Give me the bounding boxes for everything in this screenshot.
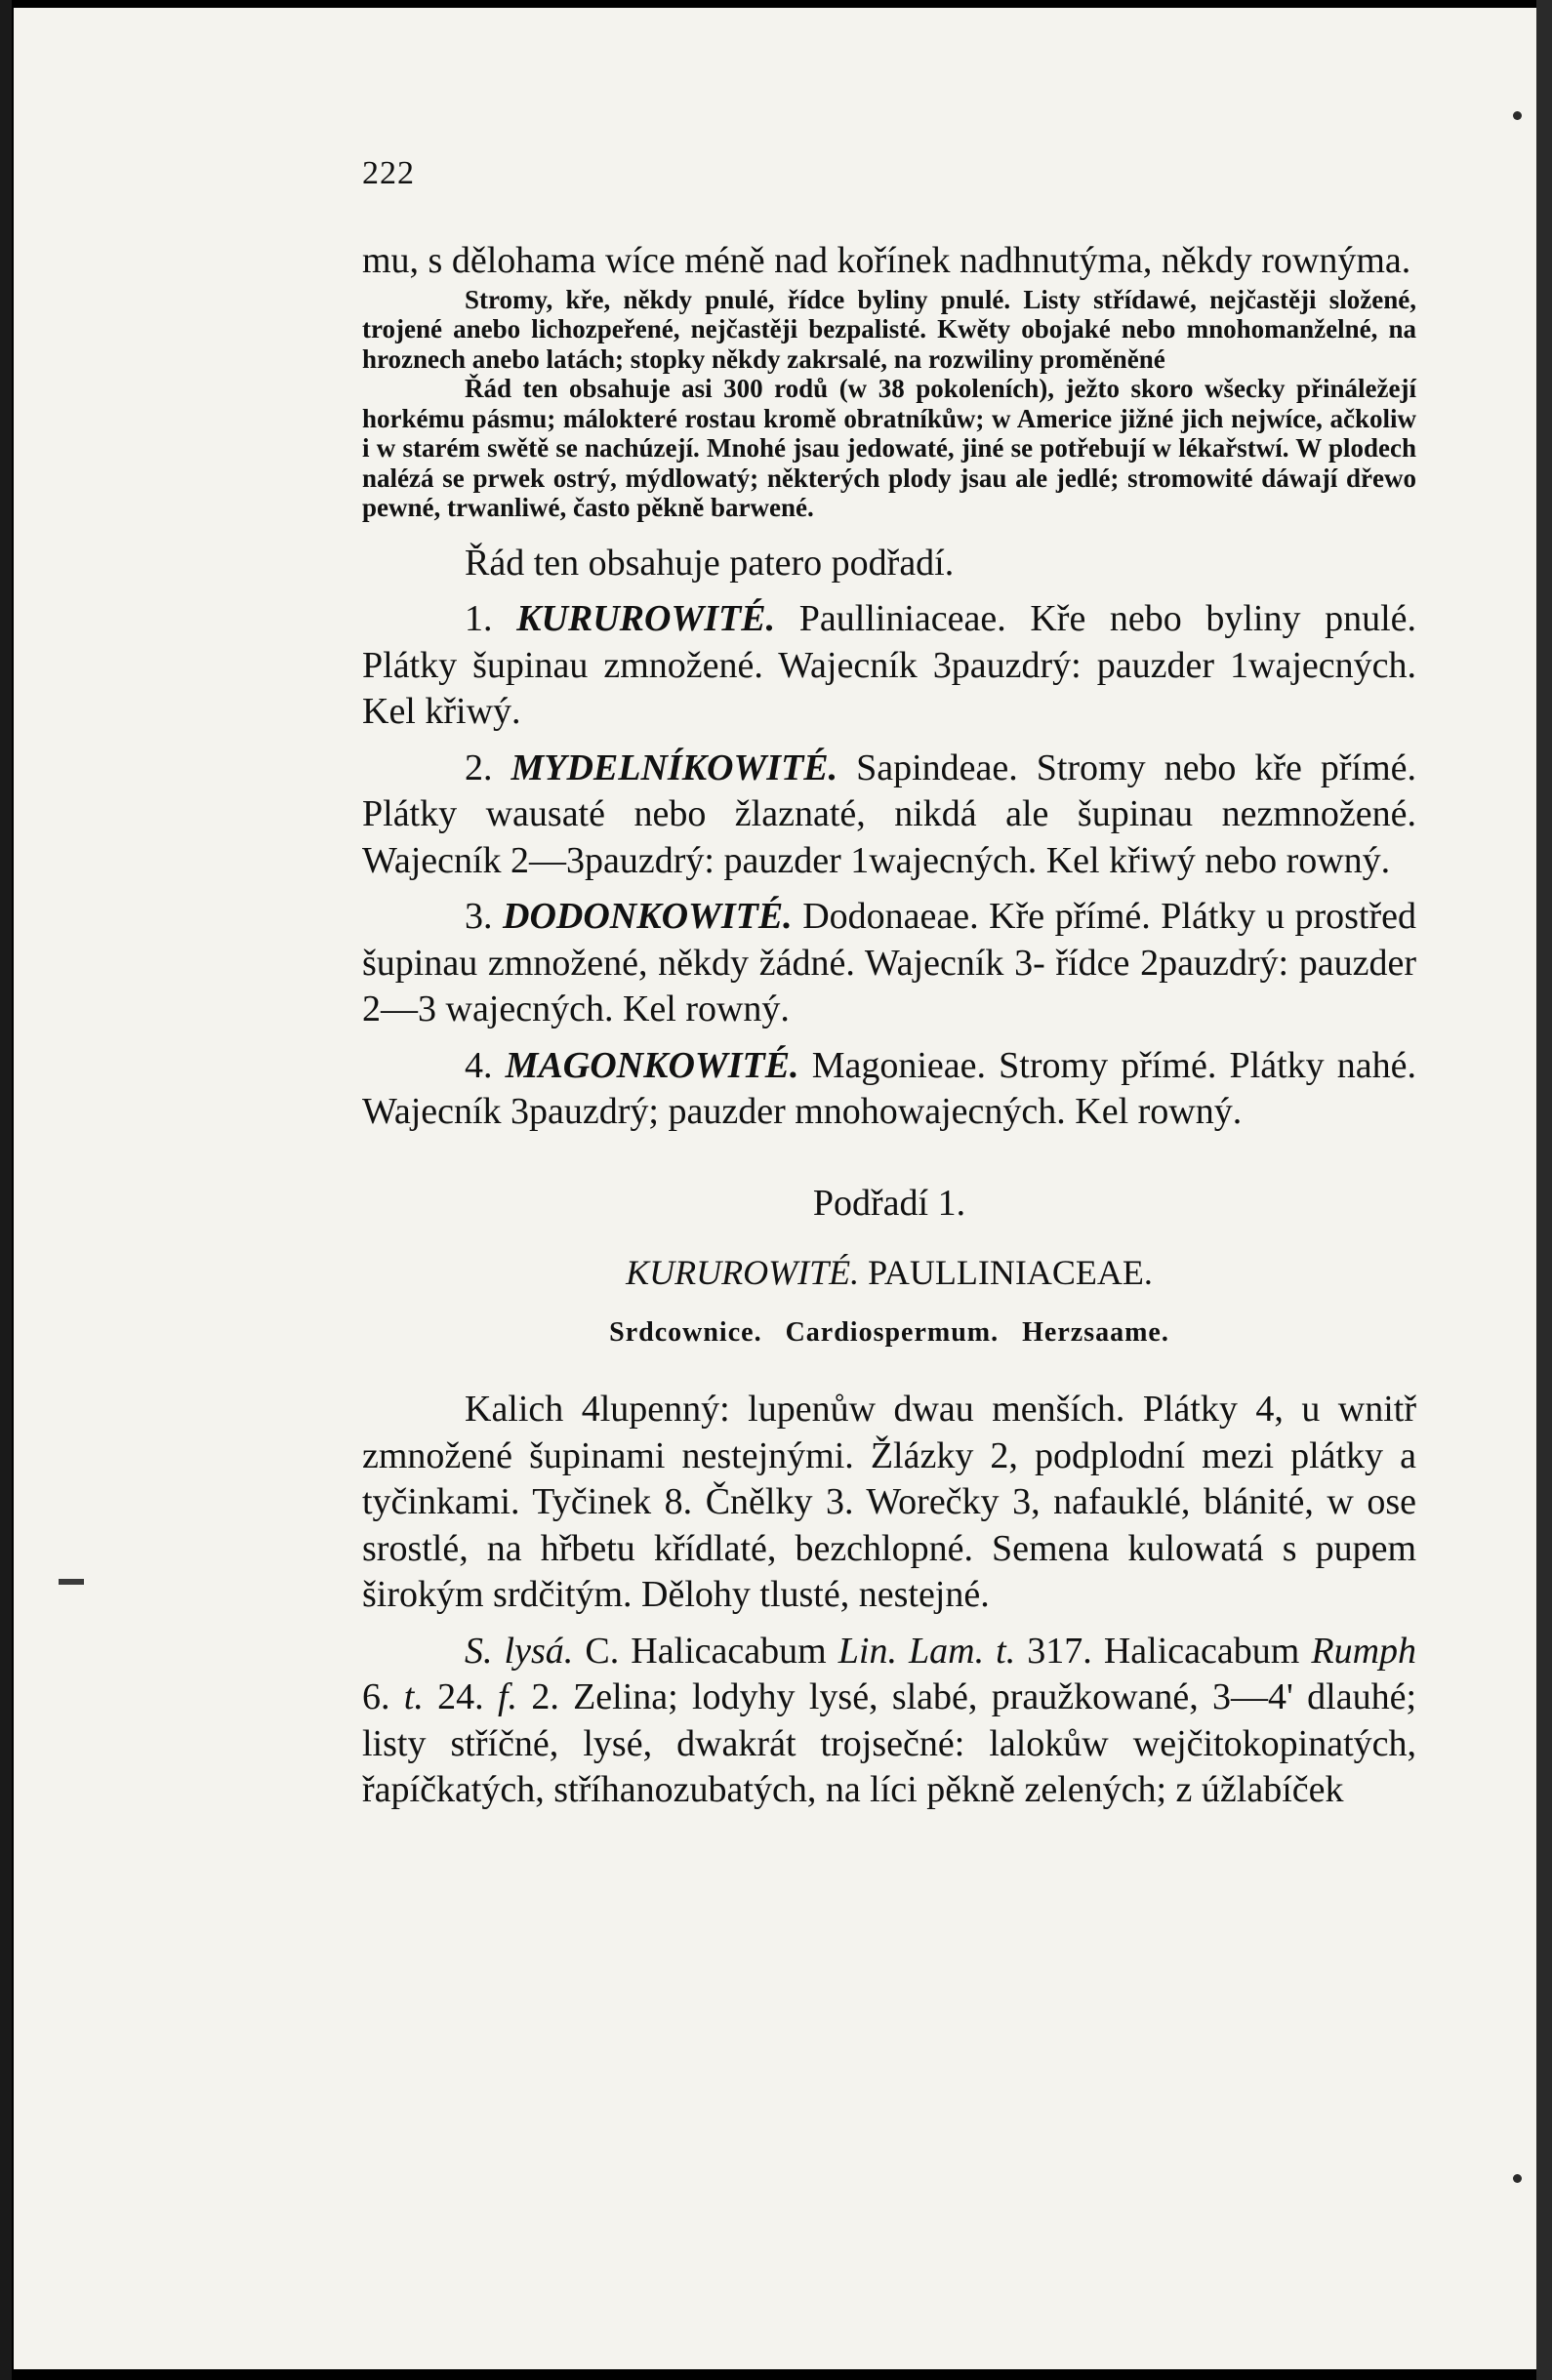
- species-name: S. lysá.: [465, 1630, 574, 1672]
- page-number: 222: [362, 155, 415, 191]
- species-ref: Lin.: [837, 1630, 897, 1672]
- family-title-latin: PAULLINIACEAE.: [868, 1253, 1153, 1292]
- suborder-czech-name: MYDELNÍKOWITÉ.: [511, 746, 838, 788]
- right-scan-border: [1536, 0, 1552, 2380]
- suborder-number: 4.: [465, 1044, 493, 1086]
- suborder-czech-name: DODONKOWITÉ.: [503, 896, 793, 937]
- family-title: [362, 1248, 1416, 1297]
- genus-latin: Cardiospermum.: [785, 1317, 1000, 1348]
- species-text: 6.: [362, 1676, 390, 1717]
- suborder-number: 2.: [465, 746, 493, 788]
- suborder-text: Dodonaeae. Kře přímé. Plátky u prostřed šupinau zmnožené, někdy žádné. Wajecník 3- řídce 2pauzdrý: pauzder 2—3 wajecných. Kel rowný.: [362, 896, 1416, 1029]
- order-description-1: Stromy, kře, někdy pnulé, řídce byliny pnulé. Listy střídawé, nejčastěji složené, trojené anebo lichozpeřené, nejčastěji bezpalisté. Kwěty obojaké nebo mnohomanželné, na hroznech anebo latách; stopky někdy zakrsalé, na rozwiliny proměněné: [362, 284, 1416, 374]
- species-ref: t.: [996, 1630, 1016, 1672]
- intro-line: mu, s dělohama wíce méně nad kořínek nadhnutýma, někdy rownýma.: [362, 240, 1411, 281]
- species-ref: Lam.: [909, 1630, 985, 1672]
- suborder-text: Paulliniaceae. Kře nebo byliny pnulé. Plátky šupinau zmnožené. Wajecník 3pauzdrý: pauzder 1wajecných. Kel křiwý.: [362, 598, 1416, 732]
- suborder-text: Sapindeae. Stromy nebo kře přímé. Plátky wausaté nebo žlaznaté, nikdá ale šupinau nezmnožené. Wajecník 2—3pauzdrý: pauzder 1wajecných. Kel křiwý nebo rowný.: [362, 746, 1417, 881]
- genus-german: Herzsaame.: [1022, 1317, 1169, 1348]
- order-description-2: Řád ten obsahuje asi 300 rodů (w 38 pokoleních), ježto skoro wšecky přináležejí horkému pásmu; málokteré rostau kromě obratníkůw; w Americe jižné jich nejwíce, ačkoliw i w starém swětě se nachúzejí. Mnohé jsau jedowaté, jiné se potřebují w lékařstwí. W plodech nalézá se prwek ostrý, mýdlowatý; některých plody jsau ale jedlé; stromowité dáwají dřewo pewné, trwanliwé, často pěkně barwené.: [362, 374, 1416, 522]
- species-text: 2. Zelina; lodyhy lysé, slabé, praužkowané, 3—4' dlauhé; listy stříčné, lysé, dwakrát trojsečné: lalokůw wejčitokopinatých, řapíčkatých, stříhanozubatých, na líci pěkně zelených; z úžlabíček: [362, 1676, 1417, 1810]
- suborder-number: 1.: [465, 598, 493, 639]
- suborder-heading: Podřadí 1.: [812, 1182, 966, 1224]
- order-intro: Řád ten obsahuje patero podřadí.: [465, 542, 955, 584]
- margin-mark: [59, 1579, 84, 1585]
- suborder-1: [362, 596, 1416, 736]
- book-page: [14, 8, 1536, 2369]
- species-ref: Rumph: [1311, 1630, 1417, 1672]
- margin-dot: [1513, 2174, 1522, 2183]
- species-ref: t.: [403, 1676, 424, 1717]
- suborder-3: [362, 894, 1416, 1033]
- margin-dot: [1513, 111, 1522, 120]
- species-ref: f.: [497, 1676, 518, 1717]
- genus-heading: [362, 1309, 1416, 1357]
- suborder-number: 3.: [465, 896, 493, 937]
- species-text: 317. Halicacabum: [1027, 1630, 1300, 1672]
- suborder-czech-name: MAGONKOWITÉ.: [505, 1044, 799, 1086]
- suborder-2: [362, 746, 1416, 885]
- page-text: [362, 154, 1416, 1814]
- genus-description: Kalich 4lupenný: lupenůw dwau menších. Plátky 4, u wnitř zmnožené šupinami nestejnými. Žlázky 2, podplodní mezi plátky a tyčinkami. Tyčinek 8. Čnělky 3. Worečky 3, nafauklé, blánité, w ose srostlé, na hřbetu křídlaté, bezchlopné. Semena kulowatá s pupem širokým srdčitým. Dělohy tlusté, nestejné.: [362, 1389, 1416, 1615]
- genus-czech: Srdcownice.: [609, 1317, 762, 1348]
- suborder-4: [362, 1043, 1416, 1136]
- suborder-text: Magonieae. Stromy přímé. Plátky nahé. Wajecník 3pauzdrý; pauzder mnohowajecných. Kel rowný.: [362, 1044, 1417, 1132]
- suborder-czech-name: KURUROWITÉ.: [516, 598, 776, 639]
- left-scan-border: [0, 0, 12, 2380]
- species-text: 24.: [437, 1676, 484, 1717]
- family-title-czech: KURUROWITÉ.: [626, 1253, 860, 1292]
- species-entry: [362, 1629, 1416, 1814]
- species-text: C. Halicacabum: [585, 1630, 827, 1672]
